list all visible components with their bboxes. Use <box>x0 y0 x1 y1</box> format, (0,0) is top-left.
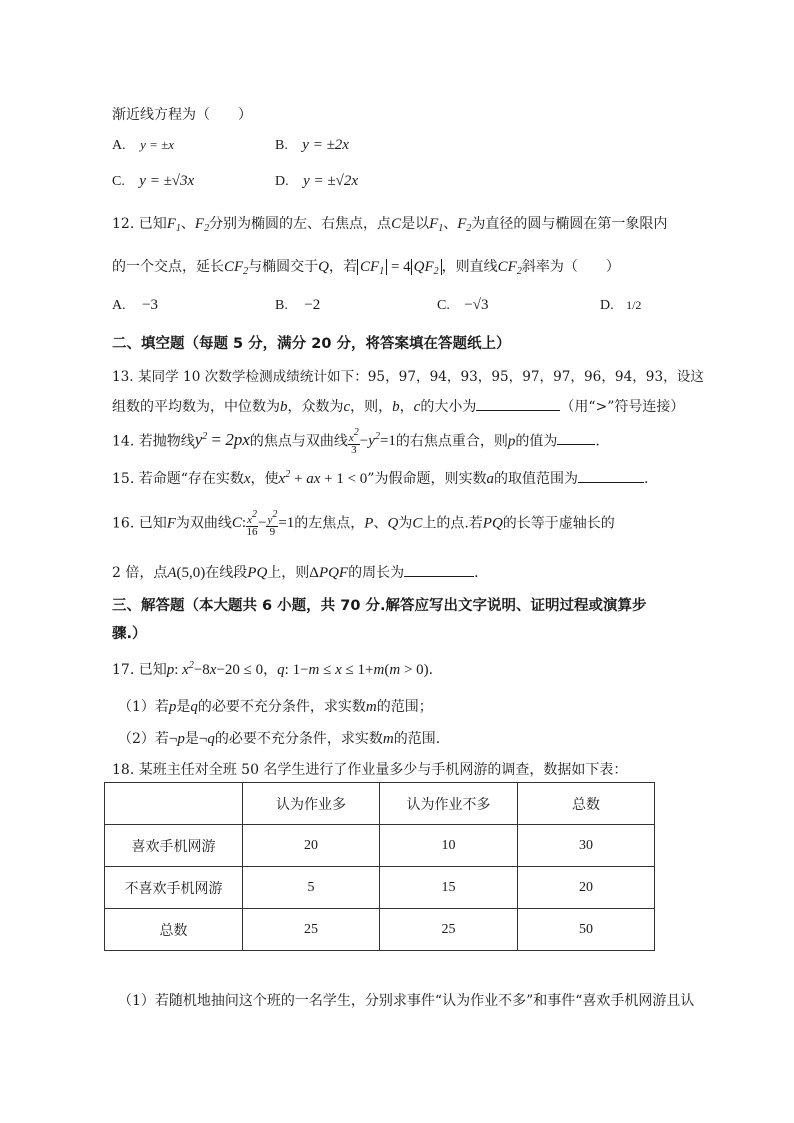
table-cell: 25 <box>243 909 380 951</box>
text: 在线段 <box>205 565 248 581</box>
text: 为直径的圆与椭圆在第一象限内 <box>471 216 668 232</box>
option-label: A. <box>112 298 126 313</box>
text: . <box>428 662 434 678</box>
text: 组数的平均数为，中位数为 <box>112 399 280 415</box>
text: 的必要不充分条件，求实数 <box>214 731 383 747</box>
text: 的焦点与双曲线 <box>249 433 348 450</box>
table-cell: 5 <box>243 867 380 909</box>
text: 分别为椭圆的左、右焦点，点 <box>209 216 392 232</box>
text: ，众数为 <box>287 399 344 415</box>
q16-line2: 2 倍，点A(5,0)在线段PQ上，则ΔPQF的周长为 . <box>112 562 479 582</box>
q16-line1: 16. 已知F为双曲线C: $\frac{x^2}{16}$ − $\frac{y^2}{9}$ =1的左焦点，P、Q为C上的点.若PQ的长等于虚轴长的 <box>112 509 615 538</box>
text: 是 <box>176 699 191 715</box>
text: 的必要不充分条件，求实数 <box>197 699 366 715</box>
text: ， <box>263 662 278 678</box>
table-cell: 50 <box>518 909 655 951</box>
text: 是 <box>184 731 199 747</box>
table-header: 认为作业不多 <box>380 783 518 825</box>
q17-sub2: （2）若¬p是¬q的必要不充分条件，求实数m的范围. <box>118 731 441 747</box>
option-label: A. <box>112 138 126 153</box>
option-label: D. <box>275 174 289 189</box>
q17-sub1: （1）若p是q的必要不充分条件，求实数m的范围； <box>118 699 433 715</box>
option-label: C. <box>437 298 450 313</box>
text: （1）若 <box>118 699 169 715</box>
q11-option-c[interactable] <box>112 173 194 190</box>
table-row <box>105 867 655 909</box>
table-cell: 20 <box>243 825 380 867</box>
q12-option-a[interactable] <box>112 297 158 314</box>
text: 的范围. <box>393 731 441 747</box>
table-header: 总数 <box>518 783 655 825</box>
text: . <box>643 471 649 487</box>
q11-option-b[interactable] <box>275 137 349 154</box>
text: . <box>595 433 600 450</box>
option-label: B. <box>275 298 288 313</box>
option-text: −3 <box>142 297 159 313</box>
q12-line1: 12. 已知$F_1$、$F_2$分别为椭圆的左、右焦点，点C是以$F_1$、$F_2$为直径的圆与椭圆在第一象限内 <box>112 216 668 234</box>
text: ，则， <box>350 399 393 415</box>
text: 的范围； <box>376 699 433 715</box>
text: 已知 <box>138 216 167 232</box>
table-cell: 30 <box>518 825 655 867</box>
option-text: 1/2 <box>626 298 642 312</box>
table-cell: 10 <box>380 825 518 867</box>
answer-blank[interactable] <box>476 396 560 411</box>
q18-sub1: （1）若随机地抽问这个班的一名学生，分别求事件“认为作业不多”和事件“喜欢手机网游且认 <box>118 993 695 1009</box>
text: 为双曲线 <box>175 515 232 532</box>
text: 、 <box>180 216 195 232</box>
section-heading-fill-in: 二、填空题（每题 5 分，满分 20 分，将答案填在答题纸上） <box>112 336 511 352</box>
text: ，使 <box>250 471 279 487</box>
table-row-label: 不喜欢手机网游 <box>105 867 243 909</box>
text: 是以 <box>401 216 430 232</box>
q11-option-a[interactable] <box>112 137 174 154</box>
answer-blank[interactable] <box>557 430 595 445</box>
text: 、 <box>443 216 458 232</box>
table-row <box>105 825 655 867</box>
text: 16. 已知 <box>112 515 167 532</box>
text: 的周长为 <box>348 565 405 581</box>
text: 14. 若抛物线 <box>112 433 195 450</box>
q12-option-c[interactable] <box>437 297 489 314</box>
table-cell: 15 <box>380 867 518 909</box>
option-text: y = ±√2x <box>303 173 358 189</box>
table-row-label: 总数 <box>105 909 243 951</box>
q14-line: 14. 若抛物线$y^2 = 2px$的焦点与双曲线 $\frac{x^2}{3}$ $-y^2=1$的右焦点重合，则p的值为 . <box>112 427 600 456</box>
table-row <box>105 909 655 951</box>
text: ，则直线 <box>441 259 498 275</box>
text: ”为假命题，则实数 <box>367 471 487 487</box>
text: 2 倍，点 <box>112 565 168 581</box>
q13-line1: 13. 某同学 10 次数学检测成绩统计如下：95，97，94，93，95，97，97，96，94，93，设这 <box>112 369 704 385</box>
q15-line: 15. 若命题“存在实数x，使$x^2$ + ax + 1 < 0”为假命题，则实数a的取值范围为 . <box>112 469 649 487</box>
table-row-label: 喜欢手机网游 <box>105 825 243 867</box>
text: ， <box>399 399 414 415</box>
text: 的长等于虚轴长的 <box>502 515 615 532</box>
text: 的右焦点重合，则 <box>395 433 508 450</box>
option-text: y = ±√3x <box>139 173 195 189</box>
q11-stem-tail: 渐近线方程为（ ） <box>112 107 252 123</box>
option-text: y = ±2x <box>302 137 349 153</box>
q13-line2: 组数的平均数为，中位数为b，众数为c，则，b，c的大小为 （用“>”符号连接） <box>112 396 684 416</box>
text: 17. 已知 <box>112 662 167 678</box>
q12-number: 12. <box>112 216 135 232</box>
q17-stem: 17. 已知p: $x^2-8x-20 \le 0$，q: 1−m ≤ x ≤ 1+m(m > 0). <box>112 660 434 678</box>
table-header: 认为作业多 <box>243 783 380 825</box>
text: . <box>474 565 479 581</box>
text: 、 <box>373 515 388 532</box>
text: 的大小为 <box>420 399 477 415</box>
text: 上，则 <box>267 565 310 581</box>
text: （用“>”符号连接） <box>560 399 685 415</box>
text: ，若 <box>329 259 358 275</box>
text: 的左焦点， <box>294 515 365 532</box>
section-heading-solutions: 三、解答题（本大题共 6 小题，共 70 分.解答应写出文字说明、证明过程或演算步 <box>112 598 647 614</box>
option-text: y = ±x <box>140 137 175 152</box>
answer-blank[interactable] <box>404 562 474 577</box>
text: 的一个交点，延长 <box>112 259 224 275</box>
option-label: B. <box>275 138 288 153</box>
q11-option-d[interactable] <box>275 173 358 190</box>
answer-blank[interactable] <box>578 468 644 483</box>
option-text: −√3 <box>464 297 489 313</box>
table-cell: 25 <box>380 909 518 951</box>
text: 的取值范围为 <box>493 471 578 487</box>
survey-table <box>104 782 655 951</box>
text: 斜率为（ ） <box>521 259 620 275</box>
text: （2）若 <box>118 731 169 747</box>
text: 15. 若命题“存在实数 <box>112 471 244 487</box>
q12-option-b[interactable] <box>275 297 320 314</box>
q12-line2: 的一个交点，延长$CF_2$与椭圆交于Q，若 $CF_1 = 4$ $QF_2$ ，则直线$CF_2$斜率为（ ） <box>112 259 620 277</box>
text: 的值为 <box>515 433 558 450</box>
table-cell: 20 <box>518 867 655 909</box>
option-text: −2 <box>304 297 321 313</box>
text: 上的点.若 <box>422 515 483 532</box>
section-heading-solutions-cont: 骤.） <box>112 626 147 642</box>
text: 与椭圆交于 <box>248 259 319 275</box>
q18-intro: 18. 某班主任对全班 50 名学生进行了作业量多少与手机网游的调查，数据如下表： <box>112 762 628 778</box>
table-header-row <box>105 783 655 825</box>
q12-option-d[interactable] <box>600 297 641 314</box>
option-label: D. <box>600 298 614 313</box>
table-cell <box>105 783 243 825</box>
option-label: C. <box>112 174 125 189</box>
text: 为 <box>398 515 413 532</box>
